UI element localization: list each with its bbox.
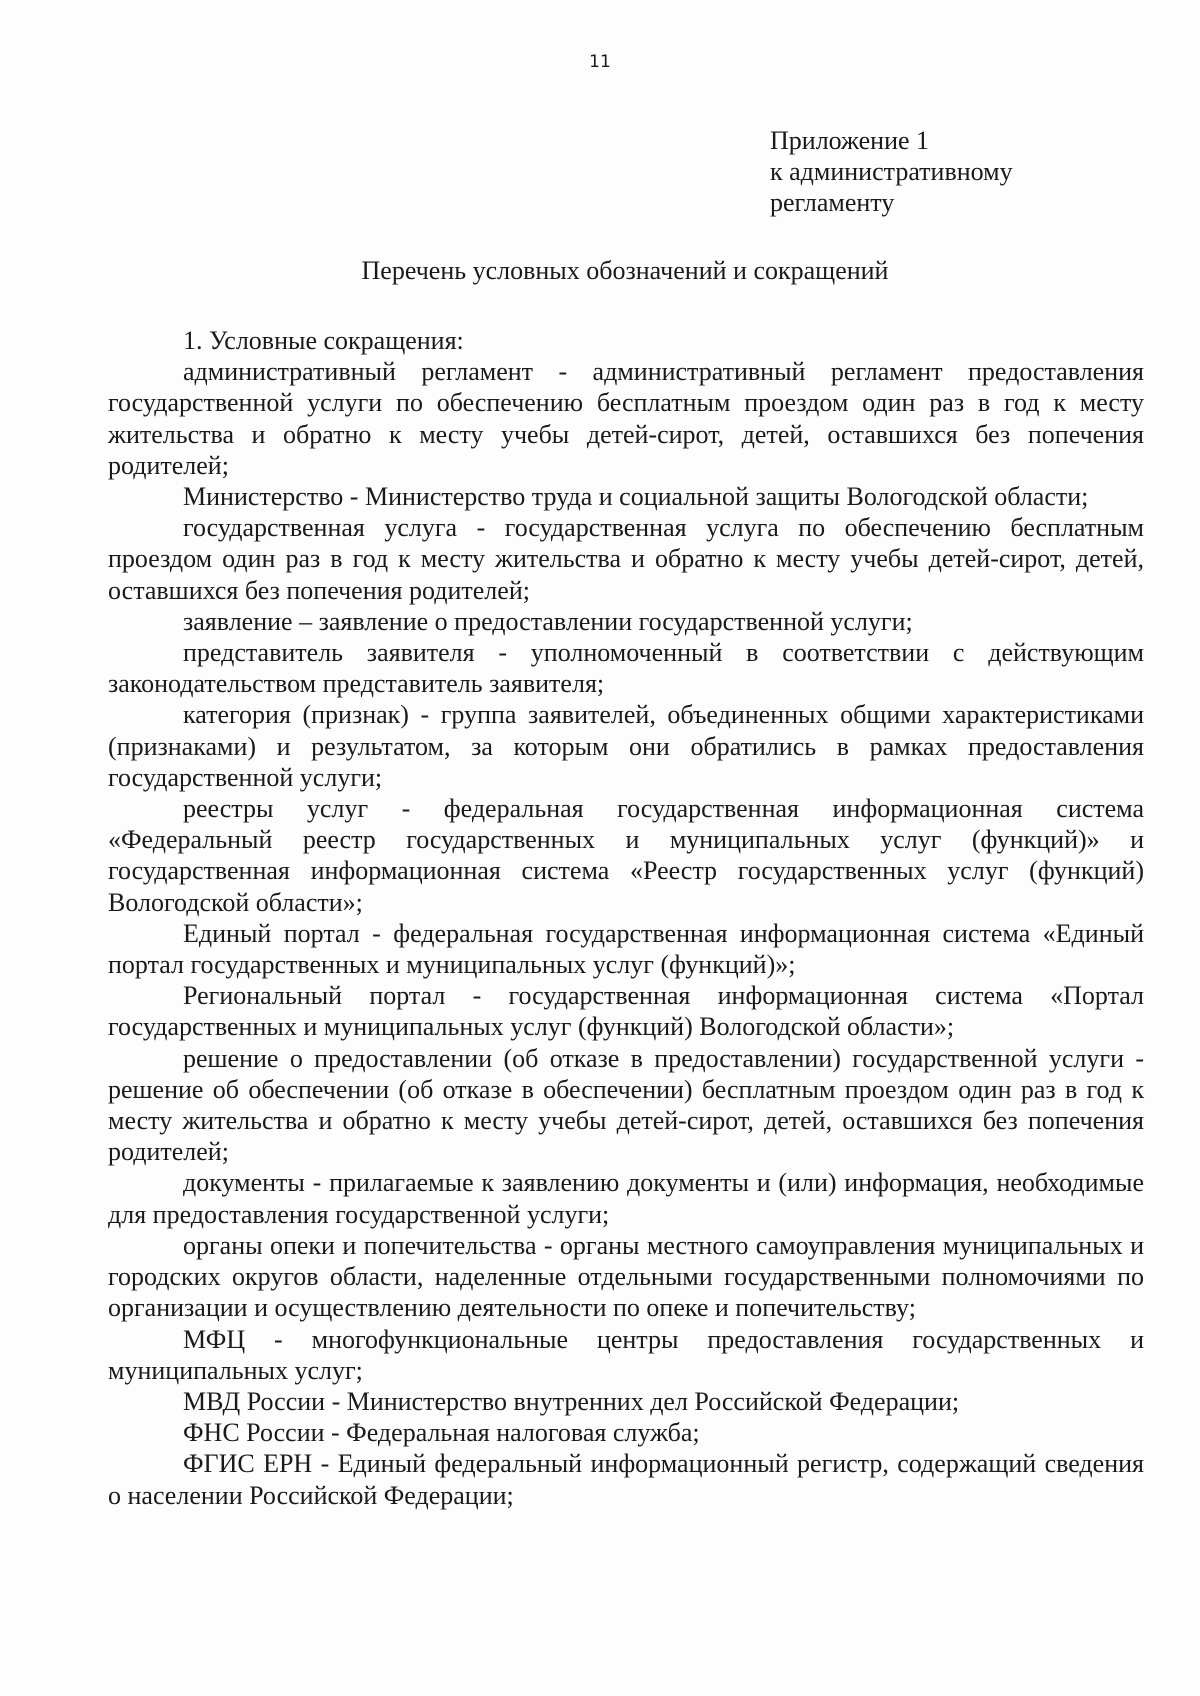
definition-paragraph: ФГИС ЕРН - Единый федеральный информационный регистр, содержащий сведения о населении Российской Федерации; (108, 1449, 1144, 1510)
definition-paragraph: реестры услуг - федеральная государственная информационная система «Федеральный реестр государственных и муниципальных услуг (функций)» и государственная информационная система «Реестр государственных услуг (функций) Вологодской области»; (108, 794, 1144, 917)
definition-paragraph: МВД России - Министерство внутренних дел Российской Федерации; (183, 1386, 960, 1416)
definition-paragraph: Министерство - Министерство труда и социальной защиты Вологодской области; (183, 482, 1089, 512)
definition-paragraph: государственная услуга - государственная услуга по обеспечению бесплатным проездом один раз в год к месту жительства и обратно к месту учебы детей-сирот, детей, оставшихся без попечения родителей; (108, 513, 1144, 605)
definition-paragraph: документы - прилагаемые к заявлению документы и (или) информация, необходимые для предоставления государственной услуги; (108, 1168, 1144, 1229)
document-body (108, 325, 1144, 1511)
document-title: Перечень условных обозначений и сокращений (361, 256, 889, 285)
definition-paragraph: Региональный портал - государственная информационная система «Портал государственных и муниципальных услуг (функций) Вологодской области»; (108, 981, 1144, 1042)
definition-paragraph: ФНС России - Федеральная налоговая служба; (183, 1418, 700, 1448)
definition-paragraph: заявление – заявление о предоставлении государственной услуги; (183, 606, 913, 636)
page-number: 11 (589, 52, 611, 72)
appendix-line: к административному (770, 157, 1013, 186)
definition-paragraph: органы опеки и попечительства - органы местного самоуправления муниципальных и городских округов области, наделенные отдельными государственными полномочиями по организации и осуществлению деятельности по опеке и попечительству; (108, 1230, 1144, 1323)
definition-paragraph: представитель заявителя - уполномоченный в соответствии с действующим законодательством представитель заявителя; (108, 638, 1144, 699)
appendix-note (770, 125, 1013, 218)
section-heading: 1. Условные сокращения: (183, 326, 464, 355)
definition-paragraph: решение о предоставлении (об отказе в предоставлении) государственной услуги - решение об обеспечении (об отказе в обеспечении) бесплатным проездом один раз в год к месту жительства и обратно к месту учебы детей-сирот, детей, оставшихся без попечения родителей; (108, 1043, 1144, 1167)
definition-paragraph: административный регламент - административный регламент предоставления государственной услуги по обеспечению бесплатным проездом один раз в год к месту жительства и обратно к месту учебы детей-сирот, детей, оставшихся без попечения родителей; (108, 357, 1144, 480)
appendix-line: регламенту (770, 188, 895, 217)
definition-paragraph: МФЦ - многофункциональные центры предоставления государственных и муниципальных услуг; (108, 1324, 1144, 1385)
definition-paragraph: Единый портал - федеральная государственная информационная система «Единый портал государственных и муниципальных услуг (функций)»; (108, 918, 1144, 980)
appendix-line: Приложение 1 (770, 126, 930, 155)
definition-paragraph: категория (признак) - группа заявителей, объединенных общими характеристиками (признаками) и результатом, за которым они обратились в рамках предоставления государственной услуги; (108, 700, 1144, 792)
